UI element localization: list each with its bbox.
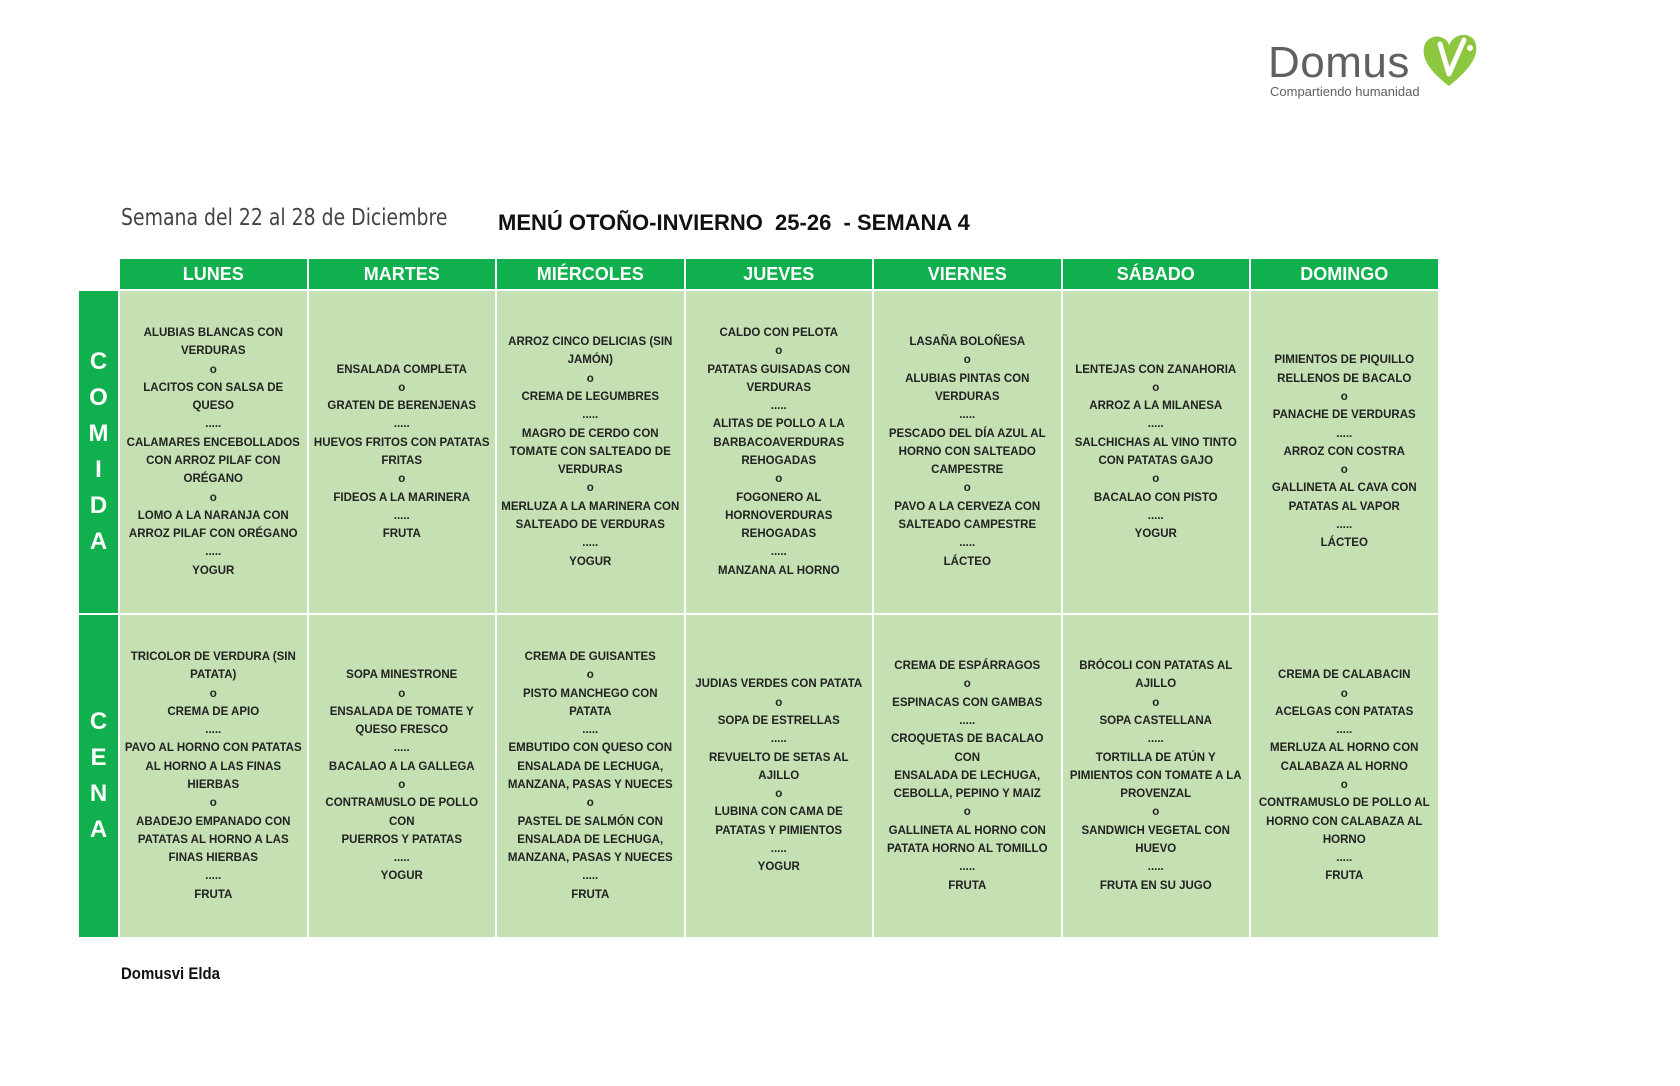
dish-line: ..... — [205, 418, 222, 431]
dish-line: LOMO A LA NARANJA CON — [137, 509, 289, 522]
dish-line: FRITAS — [381, 455, 423, 467]
dish-line: CREMA DE APIO — [167, 705, 260, 718]
menu-cell — [118, 613, 307, 937]
day-header: JUEVES — [684, 259, 873, 289]
dish-line: SOPA MINESTRONE — [346, 669, 458, 682]
dish-line: PATATA — [569, 705, 612, 718]
dish-line: ARROZ PILAF CON ORÉGANO — [128, 528, 298, 541]
day-header: SÁBADO — [1061, 259, 1250, 289]
dish-line: CEBOLLA, PEPINO Y MAIZ — [893, 788, 1041, 801]
day-header: VIERNES — [872, 259, 1061, 289]
dish-line: SANDWICH VEGETAL CON — [1081, 824, 1230, 837]
dish-line: ..... — [582, 724, 599, 737]
dish-line: PATATAS AL VAPOR — [1288, 500, 1400, 513]
table-corner — [79, 259, 118, 289]
dish-line: ..... — [1147, 418, 1164, 431]
dish-line: FRUTA EN SU JUGO — [1099, 879, 1212, 892]
dish-line: HUEVOS FRITOS CON PATATAS — [313, 436, 490, 449]
dish-line: PAVO A LA CERVEZA CON — [894, 500, 1041, 513]
dish-line: REVUELTO DE SETAS AL AJILLO — [708, 751, 849, 782]
dish-line: GRATEN DE BERENJENAS — [327, 400, 477, 413]
dish-line: ..... — [205, 870, 222, 883]
dish-line: ..... — [1336, 724, 1353, 737]
dish-line: PUERROS Y PATATAS — [341, 833, 463, 846]
dish-line: ORÉGANO — [183, 473, 243, 486]
day-header: MARTES — [307, 259, 496, 289]
menu-cell — [495, 289, 684, 613]
dish-line: FRUTA — [571, 888, 610, 901]
brand-name: Domus — [1268, 38, 1410, 87]
dish-line: o — [775, 788, 783, 801]
dish-line: ESPINACAS CON GAMBAS — [892, 696, 1043, 709]
menu-cell — [118, 289, 307, 613]
dish-line: SALCHICHAS AL VINO TINTO — [1074, 436, 1237, 449]
dish-line: o — [963, 482, 971, 495]
dish-line: ENSALADA COMPLETA — [336, 363, 467, 376]
dish-line: AJILLO — [1135, 678, 1177, 691]
dish-line: ARROZ A LA MILANESA — [1089, 400, 1223, 413]
dish-line: o — [1340, 779, 1348, 791]
menu-cell — [872, 289, 1061, 613]
dish-line: o — [1152, 473, 1160, 486]
dish-line: FRUTA — [194, 888, 233, 901]
dish-line: ..... — [770, 546, 787, 559]
menu-cell — [1061, 613, 1250, 937]
dish-line: ..... — [205, 724, 222, 737]
dish-line: PIMIENTOS DE PIQUILLO — [1274, 354, 1415, 367]
dish-line: CAMPESTRE — [931, 464, 1004, 477]
menu-cell — [684, 289, 873, 613]
dish-line: CROQUETAS DE BACALAO CON — [891, 733, 1044, 764]
dish-line: CALDO CON PELOTA — [719, 326, 839, 339]
dish-line: o — [1340, 390, 1348, 403]
dish-line: ENSALADA DE LECHUGA, — [894, 769, 1041, 782]
dish-line: YOGUR — [569, 555, 612, 568]
dish-line: ..... — [393, 852, 410, 865]
dish-line: o — [209, 363, 217, 376]
dish-line: VERDURAS — [934, 390, 1000, 403]
dish-line: o — [586, 669, 594, 682]
dish-line: o — [1340, 464, 1348, 477]
dish-line: LÁCTEO — [943, 555, 991, 568]
menu-cell — [872, 613, 1061, 937]
dish-line: FINAS HIERBAS — [168, 852, 258, 865]
dish-line: PASTEL DE SALMÓN CON — [517, 815, 663, 828]
heart-leaf-icon — [1418, 30, 1480, 90]
dish-line: BACALAO CON PISTO — [1093, 491, 1218, 504]
dish-line: JAMÓN) — [567, 354, 613, 367]
dish-line: LUBINA CON CAMA DE — [714, 806, 843, 819]
dish-line: SOPA CASTELLANA — [1099, 714, 1212, 727]
dish-line: HORNOVERDURAS REHOGADAS — [725, 509, 833, 541]
dish-line: HUEVO — [1135, 843, 1177, 856]
dish-line: ..... — [582, 409, 599, 422]
menu-cell — [684, 613, 873, 937]
dish-line: LÁCTEO — [1320, 537, 1368, 550]
dish-line: BRÓCOLI CON PATATAS AL — [1079, 660, 1233, 673]
dish-line: FRUTA — [948, 879, 987, 892]
dish-line: ..... — [959, 861, 976, 874]
dish-line: ACELGAS CON PATATAS — [1275, 705, 1414, 718]
day-header: LUNES — [118, 259, 307, 289]
dish-line: o — [775, 345, 783, 358]
dish-line: CON PATATAS GAJO — [1098, 455, 1214, 467]
dish-line: MERLUZA A LA MARINERA CON — [501, 500, 680, 513]
dish-line: ALUBIAS PINTAS CON — [905, 372, 1030, 385]
dish-line: TOMATE CON SALTEADO DE — [509, 445, 671, 458]
dish-line: MANZANA, PASAS Y NUECES — [507, 852, 673, 865]
menu-cell — [1249, 289, 1438, 613]
menu-cell — [1249, 613, 1438, 937]
dish-line: ..... — [770, 733, 787, 746]
day-header: MIÉRCOLES — [495, 259, 684, 289]
dish-line: YOGUR — [1134, 528, 1177, 541]
dish-line: AL HORNO A LAS FINAS — [145, 760, 282, 773]
dish-line: ..... — [205, 546, 222, 559]
dish-line: YOGUR — [192, 564, 235, 577]
dish-line: o — [1152, 381, 1160, 394]
dish-line: ..... — [959, 714, 976, 727]
dish-line: ..... — [770, 843, 787, 856]
dish-line: o — [586, 482, 594, 495]
dish-line: CONTRAMUSLO DE POLLO CON — [325, 797, 479, 828]
menu-table — [79, 259, 1438, 937]
dish-line: ALUBIAS BLANCAS CON — [143, 326, 283, 339]
dish-line: o — [586, 372, 594, 385]
menu-cell — [307, 289, 496, 613]
dish-line: TORTILLA DE ATÚN Y — [1095, 751, 1216, 764]
dish-line: CREMA DE GUISANTES — [524, 650, 656, 663]
dish-line: MAGRO DE CERDO CON — [521, 427, 659, 440]
dish-line: o — [398, 779, 406, 791]
dish-line: HORNO CON CALABAZA AL — [1266, 815, 1423, 828]
dish-line: ..... — [959, 409, 976, 422]
dish-line: ARROZ CINCO DELICIAS (SIN — [508, 336, 673, 349]
dish-line: PATATAS GUISADAS CON — [707, 363, 851, 376]
dish-line: VERDURAS — [180, 345, 246, 358]
dish-line: ..... — [393, 418, 410, 431]
dish-line: FRUTA — [1325, 870, 1364, 883]
dish-line: o — [963, 354, 971, 367]
brand-logo — [1268, 30, 1478, 100]
meal-label-cena: C E N A — [79, 613, 118, 937]
dish-line: ..... — [582, 870, 599, 883]
dish-line: MANZANA AL HORNO — [717, 564, 840, 577]
dish-line: ..... — [1336, 852, 1353, 865]
dish-line: PATATAS Y PIMIENTOS — [715, 824, 843, 837]
dish-line: PROVENZAL — [1120, 788, 1192, 801]
dish-line: PATATAS AL HORNO A LAS — [137, 833, 289, 846]
dish-line: CONTRAMUSLO DE POLLO AL — [1258, 797, 1430, 810]
dish-line: o — [209, 687, 217, 700]
dish-line: PESCADO DEL DÍA AZUL AL — [888, 427, 1046, 440]
dish-line: ..... — [1147, 733, 1164, 746]
dish-line: LENTEJAS CON ZANAHORIA — [1075, 363, 1237, 376]
dish-line: PATATA) — [190, 669, 237, 682]
dish-line: BARBACOAVERDURAS — [713, 436, 845, 449]
dish-line: ..... — [770, 400, 787, 413]
dish-line: ARROZ CON COSTRA — [1283, 445, 1405, 458]
dish-line: ..... — [1336, 519, 1353, 532]
dish-line: REHOGADAS — [741, 455, 817, 467]
dish-line: ..... — [393, 509, 410, 522]
dish-line: RELLENOS DE BACALO — [1277, 372, 1412, 385]
dish-line: CREMA DE ESPÁRRAGOS — [894, 660, 1041, 673]
dish-line: o — [398, 687, 406, 700]
dish-line: CALAMARES ENCEBOLLADOS — [126, 436, 300, 449]
dish-line: CALABAZA AL HORNO — [1280, 760, 1408, 773]
menu-cell — [307, 613, 496, 937]
dish-line: FIDEOS A LA MARINERA — [333, 491, 471, 504]
dish-line: SALTEADO CAMPESTRE — [898, 519, 1037, 532]
dish-line: o — [775, 473, 783, 486]
dish-line: VERDURAS — [746, 381, 812, 394]
dish-line: CON ARROZ PILAF CON — [146, 455, 281, 467]
dish-line: SOPA DE ESTRELLAS — [717, 714, 840, 727]
dish-line: HIERBAS — [187, 779, 240, 791]
dish-line: o — [963, 678, 971, 691]
dish-line: LASAÑA BOLOÑESA — [909, 336, 1026, 349]
dish-line: HORNO — [1322, 833, 1366, 846]
dish-line: PATATA HORNO AL TOMILLO — [886, 843, 1048, 856]
meal-label-comida: C O M I D A — [79, 289, 118, 613]
dish-line: MANZANA, PASAS Y NUECES — [507, 779, 673, 791]
dish-line: TRICOLOR DE VERDURA (SIN — [130, 650, 296, 663]
dish-line: o — [209, 491, 217, 504]
dish-line: ..... — [959, 537, 976, 550]
dish-line: QUESO FRESCO — [355, 724, 449, 737]
dish-line: FOGONERO AL — [736, 491, 822, 504]
brand-tagline: Compartiendo humanidad — [1270, 84, 1420, 99]
dish-line: ..... — [393, 742, 410, 755]
dish-line: BACALAO A LA GALLEGA — [328, 760, 475, 773]
dish-line: ..... — [1336, 427, 1353, 440]
dish-line: ..... — [1147, 509, 1164, 522]
dish-line: ENSALADA DE TOMATE Y — [329, 705, 474, 718]
dish-line: o — [775, 696, 783, 709]
menu-cell — [495, 613, 684, 937]
dish-line: ..... — [582, 537, 599, 550]
dish-line: o — [1152, 696, 1160, 709]
dish-line: MERLUZA AL HORNO CON — [1270, 742, 1419, 755]
dish-line: ENSALADA DE LECHUGA, — [517, 833, 664, 846]
dish-line: ABADEJO EMPANADO CON — [136, 815, 291, 828]
dish-line: o — [398, 473, 406, 486]
dish-line: GALLINETA AL CAVA CON — [1271, 482, 1417, 495]
dish-line: o — [1152, 806, 1160, 819]
dish-line: o — [963, 806, 971, 819]
dish-line: SALTEADO DE VERDURAS — [515, 519, 665, 532]
day-header: DOMINGO — [1249, 259, 1438, 289]
week-label: Semana del 22 al 28 de Diciembre — [121, 205, 448, 231]
menu-cell — [1061, 289, 1250, 613]
dish-line: PISTO MANCHEGO CON — [522, 687, 658, 700]
dish-line: CREMA DE CALABACIN — [1278, 669, 1411, 682]
dish-line: GALLINETA AL HORNO CON — [888, 824, 1046, 837]
dish-line: EMBUTIDO CON QUESO CON — [508, 742, 673, 755]
dish-line: o — [1340, 687, 1348, 700]
dish-line: ..... — [1147, 861, 1164, 874]
dish-line: ENSALADA DE LECHUGA, — [517, 760, 664, 773]
page-title: MENÚ OTOÑO-INVIERNO 25-26 - SEMANA 4 — [498, 210, 970, 235]
dish-line: CREMA DE LEGUMBRES — [521, 390, 660, 403]
dish-line: FRUTA — [382, 528, 421, 541]
dish-line: YOGUR — [380, 870, 423, 883]
dish-line: PANACHE DE VERDURAS — [1272, 409, 1416, 422]
footer-label: Domusvi Elda — [121, 964, 220, 983]
dish-line: LACITOS CON SALSA DE QUESO — [143, 381, 284, 413]
dish-line: PAVO AL HORNO CON PATATAS — [124, 742, 302, 755]
dish-line: VERDURAS — [557, 464, 623, 477]
dish-line: YOGUR — [757, 861, 800, 874]
dish-line: PIMIENTOS CON TOMATE A LA — [1069, 769, 1242, 782]
dish-line: o — [398, 381, 406, 394]
dish-line: o — [209, 797, 217, 810]
dish-line: JUDIAS VERDES CON PATATA — [695, 678, 863, 691]
dish-line: HORNO CON SALTEADO — [898, 445, 1036, 458]
dish-line: o — [586, 797, 594, 810]
dish-line: ALITAS DE POLLO A LA — [712, 418, 845, 431]
